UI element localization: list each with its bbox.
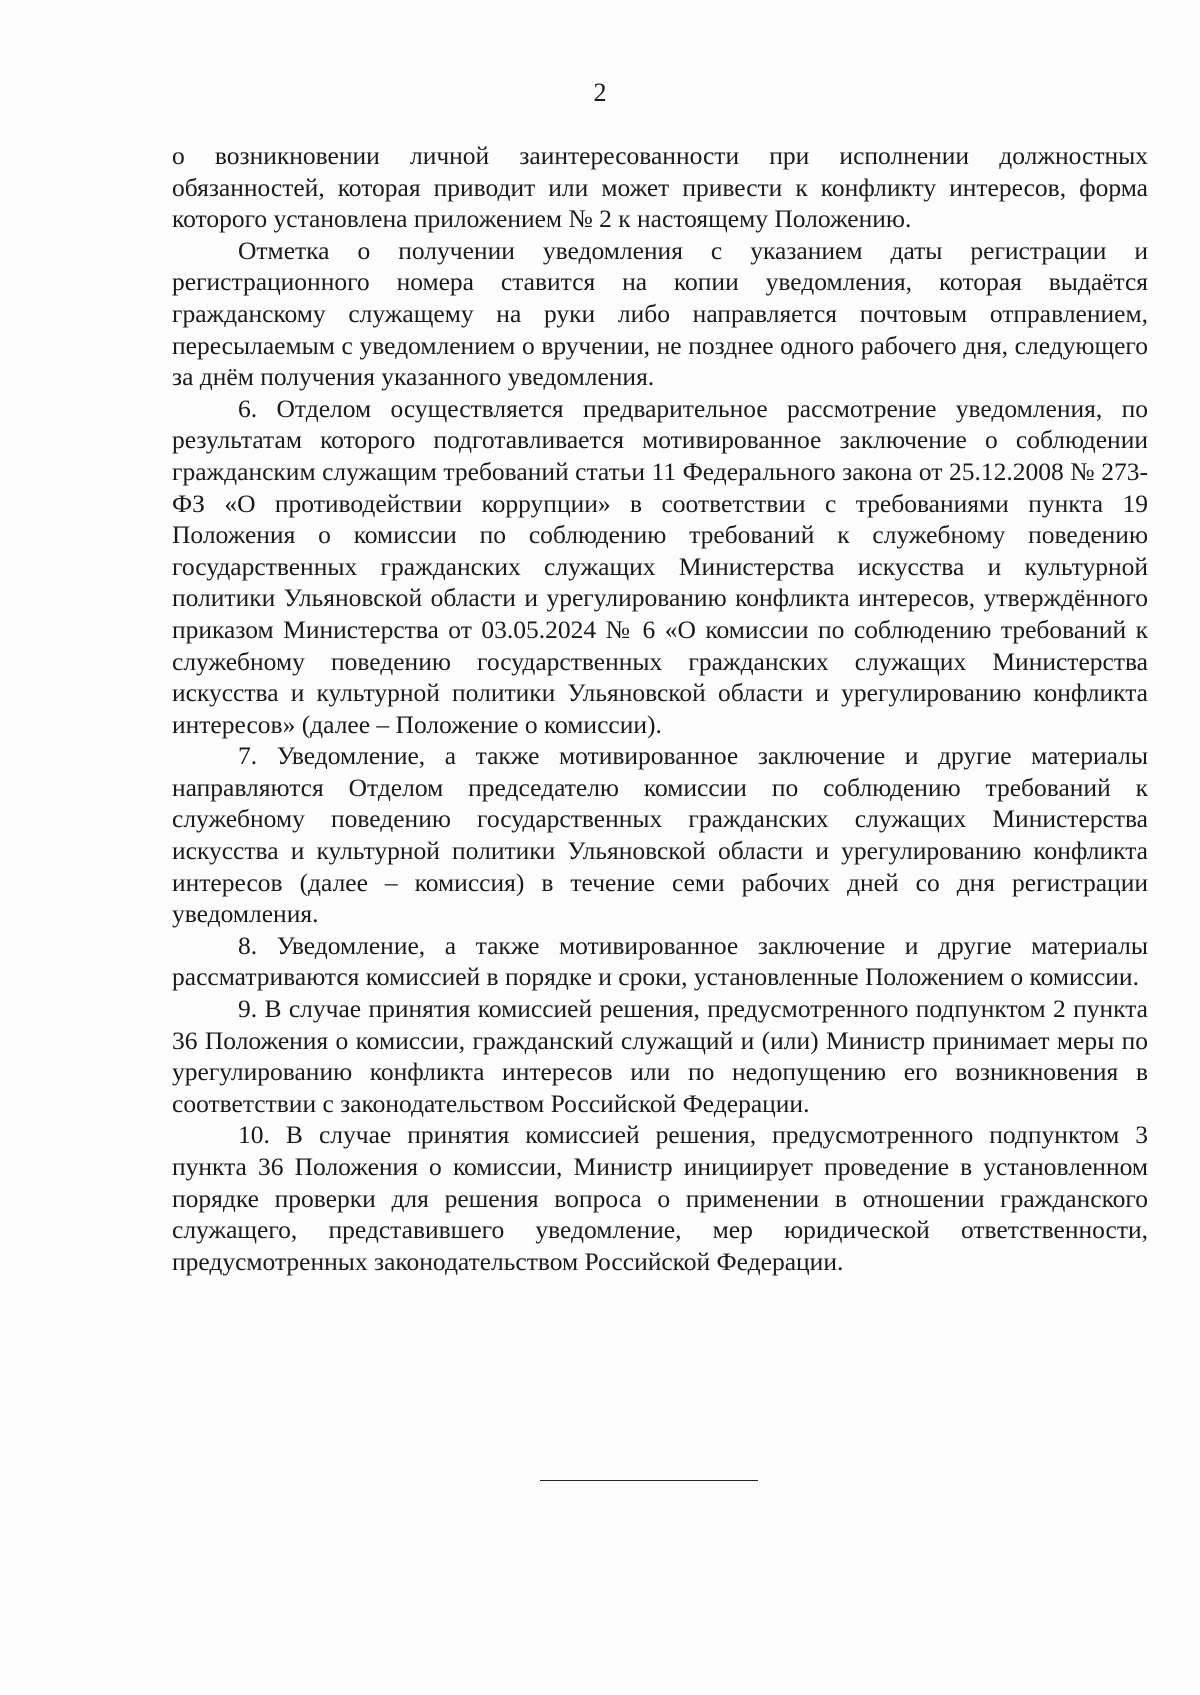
paragraph-item-9: 9. В случае принятия комиссией решения, предусмотренного подпунктом 2 пункта 36 Положения о комиссии, гражданский служащий и (или) Министр принимает меры по урегулированию конфликта интересов или по недопущению его возникновения в соответствии с законодательством Российской Федерации. [172,994,1148,1118]
paragraph-item-10: 10. В случае принятия комиссией решения, предусмотренного подпунктом 3 пункта 36 Положения о комиссии, Министр инициирует проведение в установленном порядке проверки для решения вопроса о применении в отношении гражданского служащего, представившего уведомление, мер юридической ответственности, предусмотренных законодательством Российской Федерации. [172,1120,1148,1276]
paragraph-item-7: 7. Уведомление, а также мотивированное заключение и другие материалы направляются Отделом председателю комиссии по соблюдению требований к служебному поведению государственных гражданских служащих Министерства искусства и культурной политики Ульяновской области и урегулированию конфликта интересов (далее – комиссия) в течение семи рабочих дней со дня регистрации уведомления. [172,741,1148,929]
paragraph-item-6: 6. Отделом осуществляется предварительное рассмотрение уведомления, по результатам которого подготавливается мотивированное заключение о соблюдении гражданским служащим требований статьи 11 Федерального закона от 25.12.2008 № 273-ФЗ «О противодействии коррупции» в соответствии с требованиями пункта 19 Положения о комиссии по соблюдению требований к служебному поведению государственных гражданских служащих Министерства искусства и культурной политики Ульяновской области и урегулированию конфликта интересов, утверждённого приказом Министерства от 03.05.2024 № 6 «О комиссии по соблюдению требований к служебному поведению государственных гражданских служащих Министерства искусства и культурной политики Ульяновской области и урегулированию конфликта интересов» (далее – Положение о комиссии). [172,393,1148,739]
page-number: 2 [593,78,607,107]
paragraph-item-8: 8. Уведомление, а также мотивированное заключение и другие материалы рассматриваются комиссией в порядке и сроки, установленные Положением о комиссии. [172,930,1148,992]
paragraph-notification-mark: Отметка о получении уведомления с указанием даты регистрации и регистрационного номера ставится на копии уведомления, которая выдаётся гражданскому служащему на руки либо направляется почтовым отправлением, пересылаемым с уведомлением о вручении, не позднее одного рабочего дня, следующего за днём получения указанного уведомления. [172,235,1148,392]
paragraph-continuation: о возникновении личной заинтересованности при исполнении должностных обязанностей, которая приводит или может привести к конфликту интересов, форма которого установлена приложением № 2 к настоящему Положению. [172,141,1148,234]
document-body [172,140,1148,1277]
end-of-text-divider [540,1480,758,1481]
